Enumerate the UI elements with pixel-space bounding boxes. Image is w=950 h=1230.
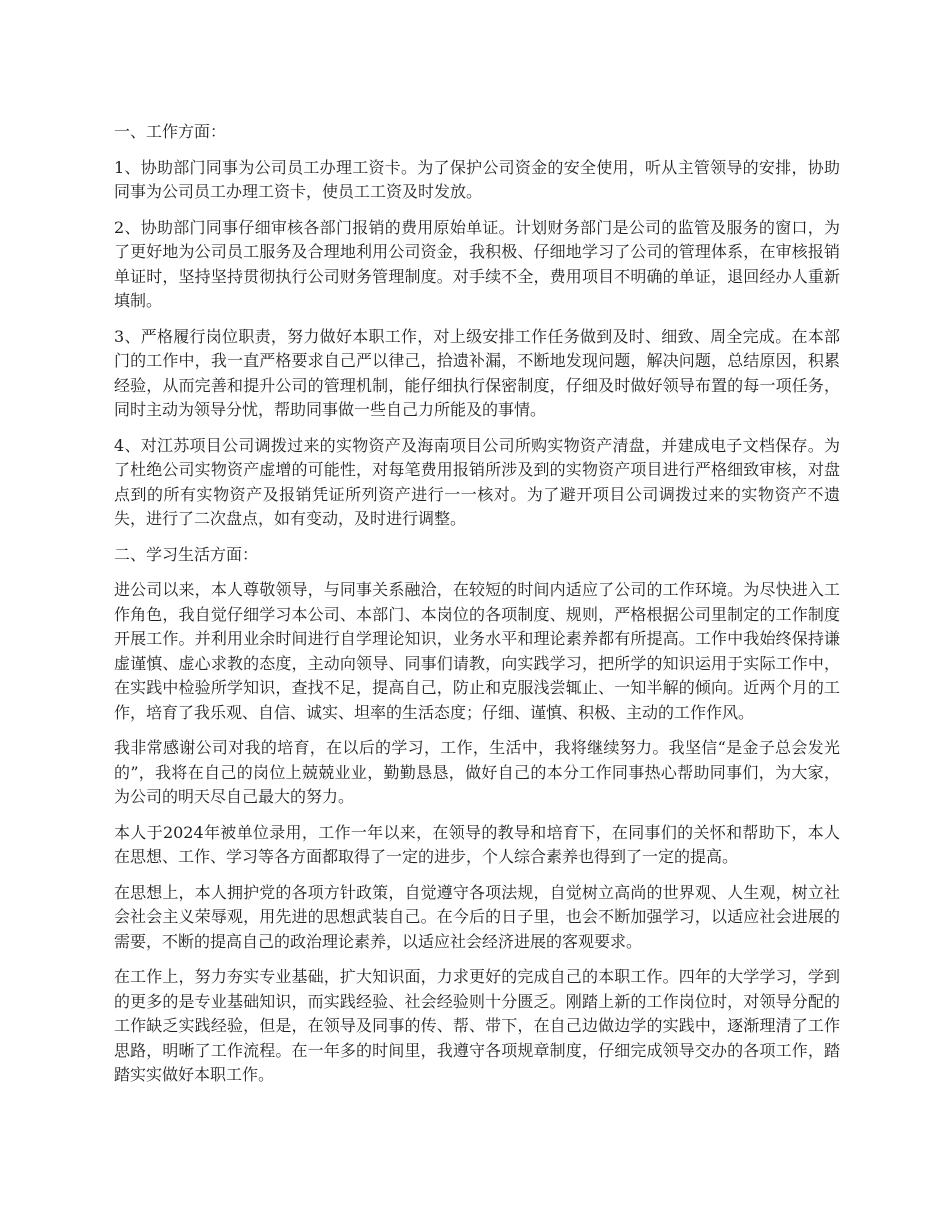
paragraph-gratitude: 我非常感谢公司对我的培育，在以后的学习，工作，生活中，我将继续努力。我坚信“是金子总会发光的”，我将在自己的岗位上兢兢业业，勤勤恳恳，做好自己的本分工作同事热心帮助同事们，为大家，为公司的明天尽自己最大的努力。: [114, 738, 840, 806]
paragraph-item-1: 1、协助部门同事为公司员工办理工资卡。为了保护公司资金的安全使用，听从主管领导的安排，协助同事为公司员工办理工资卡，使员工工资及时发放。: [114, 157, 840, 201]
paragraph-item-2: 2、协助部门同事仔细审核各部门报销的费用原始单证。计划财务部门是公司的监管及服务的窗口，为了更好地为公司员工服务及合理地利用公司资金，我积极、仔细地学习了公司的管理体系，在审核报销单证时，坚持坚持贯彻执行公司财务管理制度。对手续不全，费用项目不明确的单证，退回经办人重新填制。: [114, 217, 840, 310]
section-heading-study-life: 二、学习生活方面：: [114, 544, 259, 564]
paragraph-item-4: 4、对江苏项目公司调拨过来的实物资产及海南项目公司所购实物资产清盘，并建成电子文档保存。为了杜绝公司实物资产虚增的可能性，对每笔费用报销所涉及到的实物资产项目进行严格细致审核，对盘点到的所有实物资产及报销凭证所列资产进行一一核对。为了避开项目公司调拨过来的实物资产不遗失，进行了二次盘点，如有变动，及时进行调整。: [114, 435, 840, 528]
paragraph-since-joining: 进公司以来，本人尊敬领导，与同事关系融洽，在较短的时间内适应了公司的工作环境。为尽快进入工作角色，我自觉仔细学习本公司、本部门、本岗位的各项制度、规则，严格根据公司里制定的工作制度开展工作。并利用业余时间进行自学理论知识，业务水平和理论素养都有所提高。工作中我始终保持谦虚谨慎、虚心求教的态度，主动向领导、同事们请教，向实践学习，把所学的知识运用于实际工作中，在实践中检验所学知识，查找不足，提高自己，防止和克服浅尝辄止、一知半解的倾向。近两个月的工作，培育了我乐观、自信、诚实、坦率的生活态度；仔细、谨慎、积极、主动的工作作风。: [114, 580, 840, 722]
section-heading-work: 一、工作方面：: [114, 122, 227, 141]
paragraph-work: 在工作上，努力夯实专业基础，扩大知识面，力求更好的完成自己的本职工作。四年的大学学习，学到的更多的是专业基础知识，而实践经验、社会经验则十分匮乏。刚踏上新的工作岗位时，对领导分配的工作缺乏实践经验，但是，在领导及同事的传、帮、带下，在自己边做边学的实践中，逐渐理清了工作思路，明晰了工作流程。在一年多的时间里，我遵守各项规章制度，仔细完成领导交办的各项工作，踏踏实实做好本职工作。: [114, 967, 840, 1084]
paragraph-year-summary: 本人于2024年被单位录用，工作一年以来，在领导的教导和培育下，在同事们的关怀和帮助下，本人在思想、工作、学习等各方面都取得了一定的进步，个人综合素养也得到了一定的提高。: [114, 822, 840, 866]
paragraph-item-3: 3、严格履行岗位职责，努力做好本职工作，对上级安排工作任务做到及时、细致、周全完成。在本部门的工作中，我一直严格要求自己严以律己，拾遗补漏，不断地发现问题，解决问题，总结原因，积累经验，从而完善和提升公司的管理机制，能仔细执行保密制度，仔细及时做好领导布置的每一项任务，同时主动为领导分忧，帮助同事做一些自己力所能及的事情。: [114, 326, 840, 419]
paragraph-ideology: 在思想上，本人拥护党的各项方针政策，自觉遵守各项法规，自觉树立高尚的世界观、人生观，树立社会社会主义荣辱观，用先进的思想武装自己。在今后的日子里，也会不断加强学习，以适应社会进展的需要，不断的提高自己的政治理论素养，以适应社会经济进展的客观要求。: [114, 882, 840, 951]
document-body: [114, 120, 840, 1099]
